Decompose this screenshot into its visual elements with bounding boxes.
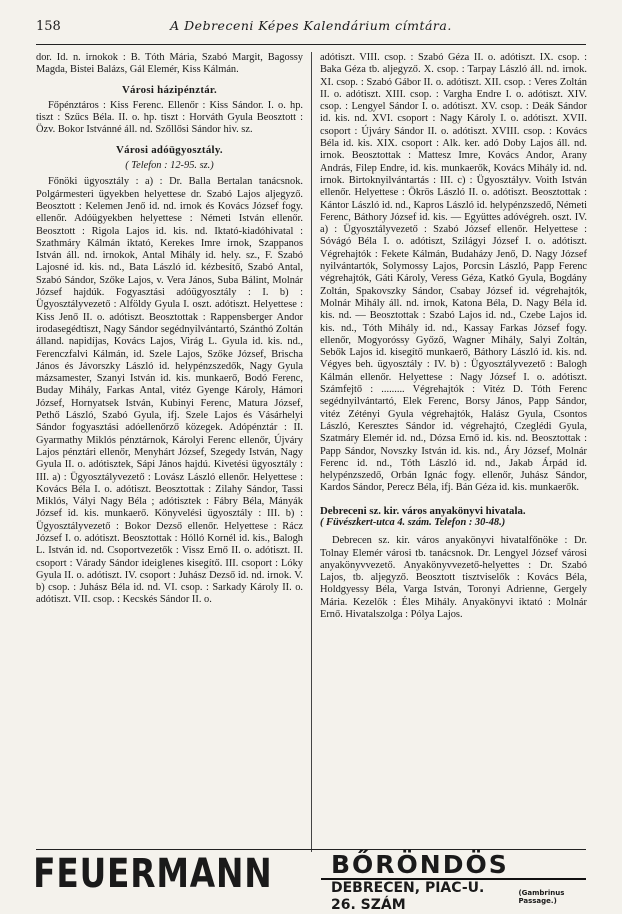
ad-company-name: FEUERMANN (33, 851, 273, 897)
ad-brand: BŐRÖNDÖS (321, 852, 586, 880)
column-divider (311, 52, 312, 852)
right-continued-text: adótiszt. VIII. csop. : Szabó Géza II. o. adótiszt. IX. csop. : Baka Géza tb. aljegyző. X. csop. : Tarpay László áll. nd. irnok. XI. csop. : Szabó Gábor II. o. adótiszt. XII. csop. : Veres Zoltán II. o. adótiszt. XIII. csop. : Vargha Endre I. o. adótiszt. XIV. csop. : Lengyel Sándor I. o. adótiszt. XV. csop. : Deák Sándor id. kis. nd. XVI. csoport : Nagy Károly I. o. adótiszt. XVII. csoport : Újváry Sándor II. o. adótiszt. XVIII. csop. : Kovács Béla id. kis. XIX. csoport : Alk. ker. adó Doby Lajos áll. nd. irnok. Beosztottak : Mattesz Imre, Kovács Andor, Arany András, Filep Endre, id. kis. munkaerők, Kovács Mihály id. nd. irnok. Birtoknyilvántartás : III. c) : Ügyosztályv. Voith István ellenőr. Helyettese : Ökrös László II. o. adótiszt. Beosztottak : Kántor László id. nd., Kapros László id. helypénzszedő, Németi Ferenc, Báthory József id. kis. — Együttes adóvégreh. oszt. IV. a) : Ügyosztályvezető : Szabó József ellenőr. Helyettese : Sóvágó Béla I. o. adótiszt, Szilágyi József I. o. adótiszt. Végrehajtók : Fekete Kálmán, Budaházy Jenő, D. Nagy József nyilvántartók, Solymossy Lajos, Porcsin László, Papp Ferenc végrehajtók, Gáti Károly, Veress Géza, Katkó Gyula, Bogdány Zoltán, Spakovszky Sándor, Csabay József id. végrehajtók, Molnár Mihály áll. nd. irnok, Katona Béla, D. Nagy Béla id. kis. nd. — Beosztottak : Szabó Lajos id. nd., Czebe Lajos id. kis. nd., Tóth Mihály id. nd., Kassay Farkas József fogy. ellenőr, Mogyoróssy Győző, Wagner Mihály, Salyi Zoltán, Sebők Lajos id. kisegítő munkaerő, Báthory László id. kis. nd. Végyes beh. ügyosztály : IV. b) : Ügyosztályvezető : Balogh Kálmán ellenőr. Helyettese : Nagy József I. o. adótiszt. Számfejtő : ......... Végrehajtók : Vitéz D. Tóth Ferenc segédnyilvántartó, Elek Ferenc, Borsy János, Papp Sándor, vitéz Zétényi Gyula végrehajtók, Halász Gyula, Csontos László, Keresztes Sándor id. végrehajtó, Czeglédi Gyula, Szatmáry Elemér id. nd., Dózsa Ernő id. kis. nd. Beosztottak : Papp Sándor, Novszky István id. kis. nd., Áry József, Molnár Ferenc id. nd., Tóth László id. nd., Jakab Árpád id. helypénzszedő, Orbán Ignác fogy. ellenőr, Juhász Sándor, Kardos Sándor, Perecz Béla, ifj. Bán Géza id. kis. munkaerők. (320, 52, 587, 494)
office-title: Debreceni sz. kir. város anyakönyvi hivatala. (320, 504, 526, 517)
page-header (36, 18, 586, 40)
section-title-hazipenztar: Városi házipénztár. (121, 83, 218, 96)
running-title: A Debreceni Képes Kalendárium címtára. (170, 18, 452, 33)
page-number: 158 (36, 19, 61, 34)
ad-address: DEBRECEN, PIAC-U. 26. SZÁM (331, 880, 485, 913)
left-column (36, 52, 303, 852)
section-title-adougyosztaly: Városi adóügyosztály. (116, 143, 223, 156)
ad-address-line (321, 880, 586, 914)
section-text-hazipenztar: Főpénztáros : Kiss Ferenc. Ellenőr : Kiss Sándor. I. o. hp. tiszt : Szűcs Béla. II. o. hp. tiszt : Horváth Gyula Beosztott : Özv. Bokor Istvánné áll. nd. Szőllősi Sándor hiv. sz. (36, 99, 303, 136)
left-intro: dor. Id. n. irnokok : B. Tóth Mária, Szabó Margit, Bagossy Magda, Bistei Balázs, Gál Elemér, Kiss Kálmán. (36, 52, 303, 76)
section-phone-adougyosztaly: ( Telefon : 12-95. sz.) (125, 160, 214, 172)
right-column (320, 52, 587, 852)
section-text-adougyosztaly: Főnöki ügyosztály : a) : Dr. Balla Bertalan tanácsnok. Polgármesteri ügyekben helyettese dr. Szabó Lajos aljegyző. Beosztott : Kelemen Jenő id. nd. irnok és Kovács József fogy. ellenőr. Adóügyekben helyettese : Németi István ellenőr. Beosztott : Rigola Lajos id. kis. nd. Iktató-kiadóhivatal : Szathmáry Kálmán iktató, Kerekes Imre irnok, Szappanos István áll. nd. irnokok, Antal Mihály id. hely. sz., F. Szabó Lajosné id. kis. nd., Bata László id. kézbesítő, Szabó Antal, Szabó Sándor, Szőke Lajos, v. Vera János, Suba Bálint, Molnár József hajdúk. Fogyasztási adóügyosztály : I. b) : Ügyosztályvezető : Alföldy Gyula I. oszt. adótiszt. Helyettese : Kiss Jenő II. o. adótiszt. Beosztottak : Rappensberger Andor irodasegédtiszt, Nagy Sándor segédnyilvántartó, Szánthó Zoltán álland. napidíjas, Kovács Lajos, Virág L. Gyula id. kis. nd., Ferenczfalvi Kálmán, id. Szele Lajos, Szőke József, Brischa János és Jávorszky László id. helypénzszedők, Nagy Gyula mázsamester, Szanyi István id. kis. munkaerő, Bodó Ferenc, Buday Mihály, Farkas Antal, vitéz Gyenge Károly, Hámori József, Hornyatsek István, Kubinyi Ferenc, Matura József, Pethő László, Szabó Gyula, ifj. Szele Lajos és Vásárhelyi Sándor fogyasztási adóellenőrző közegek. Adópénztár : II. Gyarmathy Miklós pénztárnok, Károlyi Ferenc ellenőr, Újváry Lajos pénztári ellenőr, Menyhárt József, Szegedy István, Nagy Gyula II. o. adótisztek, Sápi János hajdú. Kivetési ügyosztály : III. a) : Ügyosztályvezető : Lovász László ellenőr. Helyettese : Kovács Béla I. o. adótiszt. Beosztottak : Zilahy Sándor, Tassi Miklós, Vályi Nagy Béla ; adótisztek : Fábry Béla, Mányák József id. kis. munkaerő. Könyvelési ügyosztály : III. b) : Ügyosztályvezető : Bokor Dezső ellenőr. Helyettese : Rácz József I. o. adótiszt. Beosztottak : Hólló Kornél id. kis., Balogh L. István id. nd. Csoportvezetők : Vissz Ernő II. o. adótiszt. II. csoport : Várady Sándor ideiglenes kisegítő. III. csoport : Lóky Gyula II. o. adótiszt. IV. csoport : Juhász Dezső id. nd. irnok. V. b) csop. : Juhász Béla id. nd. VI. csop. : Sarkady Károly II. o. adótiszt. VII. csop. : Kecskés Sándor II. o. (36, 176, 303, 606)
ad-note: (Gambrinus Passage.) (518, 889, 565, 905)
office-address: ( Füvészkert-utca 4. szám. Telefon : 30-48.) (320, 516, 506, 528)
text-columns (36, 52, 588, 852)
advertisement (33, 850, 586, 913)
office-text: Debrecen sz. kir. város anyakönyvi hivatalfőnöke : Dr. Tolnay Elemér városi tb. tanácsnok. Dr. Lengyel József városi anyakönyvvezető. Anyakönyvvezető-helyettes : Dr. Szabó Lajos, tb. aljegyző. Beosztott tisztviselők : Kovács Béla, Holdgyessy Béla, Varga István, Toronyi Adrienne, Gergely Mária. Kezelők : Éles Mihály. Anyakönyvi iktató : Molnár Ernő. Hivatalszolga : Pólya Lajos. (320, 535, 587, 621)
header-rule (36, 44, 586, 45)
ad-details (321, 850, 586, 913)
